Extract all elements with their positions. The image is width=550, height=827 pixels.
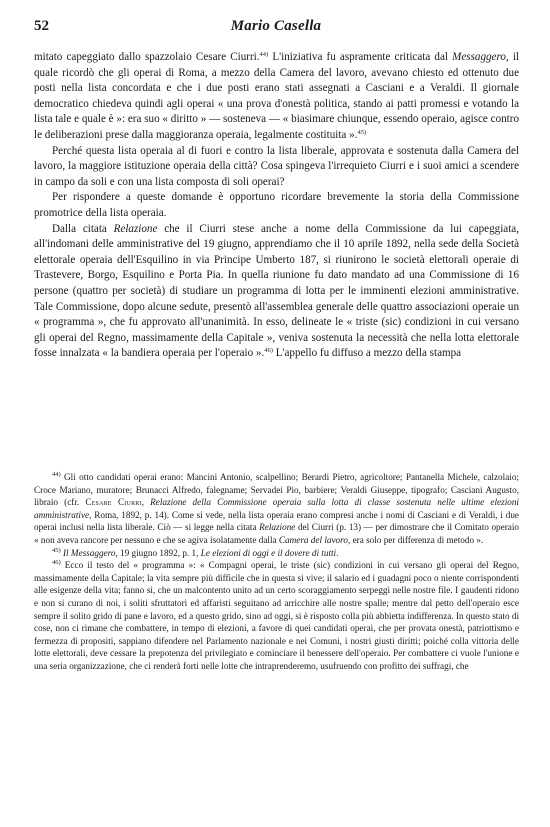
text-run: , bbox=[141, 497, 151, 508]
footnote-ref: 45) bbox=[52, 546, 61, 554]
body-text bbox=[34, 50, 519, 362]
italic-run: Le elezioni di oggi e il dovere di tutti bbox=[200, 547, 337, 558]
footnote-44 bbox=[34, 471, 519, 547]
text-run: mitato capeggiato dallo spazzolaio Cesare Ciurri. bbox=[34, 51, 260, 63]
text-run: , 19 giugno 1892, p. 1, bbox=[115, 547, 201, 558]
paragraph-1 bbox=[34, 50, 519, 144]
text-run: Perché questa lista operaia al di fuori e contro la lista liberale, approvata e sostenuta dalla Camera del lavoro, la maggiore istituzione operaia della città? Cosa spingeva l'irrequieto Ciurri e i suoi amici a scendere in campo da soli e con una lista composta di soli operai? bbox=[34, 144, 519, 188]
smallcaps-run: Cesare Ciurri bbox=[85, 497, 142, 508]
paragraph-4 bbox=[34, 222, 519, 362]
running-head-author: Mario Casella bbox=[230, 18, 322, 34]
footnote-ref: 44) bbox=[52, 471, 61, 478]
text-run: Per rispondere a queste domande è opportuno ricordare brevemente la storia della Commissione promotrice della lista operaia. bbox=[34, 191, 519, 219]
text-run: L'appello fu diffuso a mezzo della stampa bbox=[272, 347, 462, 360]
footnote-ref: 45) bbox=[357, 128, 367, 136]
footnote-45 bbox=[34, 547, 519, 560]
paragraph-2 bbox=[34, 144, 519, 191]
text-run: , il quale ricordò che gli operai di Roma, a mezzo della Camera del lavoro, avevano chiesto ed ottenuto due posti nella lista concordata e che i due posti erano stati assegnati a Casciani e a Veraldi. Il giornale democratico chiedeva quindi agli operai « una prova d'onestà politica, stando ai patti promessi e votando la lista tale e quale è »: era suo « diritto » — sosteneva — « biasimare chiunque, essendo operaio, agisce contro le deliberazioni prese dalla maggioranza operaia, legalmente costituita ». bbox=[34, 51, 519, 141]
italic-run: Relazione bbox=[113, 222, 158, 235]
text-run: che il Ciurri stese anche a nome della Commissione da lui capeggiata, all'indomani delle amministrative del 19 giugno, apprendiamo che il 10 aprile 1892, nella sede della Società elettorale operaia dell'Esquilino in via Principe Umberto 187, si riunirono le società elettorali operaie di Trastevere, Borgo, Esquilino e Porta Pia. In quella riunione fu dato mandato ad una Commissione di 16 persone (quattro per società) di studiare un programma di lotta per le imminenti elezioni amministrative. Tale Commissione, dopo alcune sedute, presentò all'assemblea generale delle quattro associazioni operaie un « programma », che fu approvato all'unanimità. In esso, delineate le « triste (sic) condizioni in cui versano gli operai del Regno, massimamente della Capitale », veniva sostenuta la necessità che nella lotta elettorale fosse innalzata « la bandiera operaia per l'operaio ». bbox=[34, 222, 519, 360]
italic-run: Il Messaggero bbox=[62, 547, 116, 558]
footnote-ref: 44) bbox=[259, 51, 269, 58]
paragraph-3 bbox=[34, 190, 519, 221]
page-header bbox=[34, 18, 518, 38]
italic-run: Messaggero bbox=[452, 51, 506, 63]
text-run: Dalla citata bbox=[52, 222, 114, 235]
footnote-ref: 46) bbox=[52, 559, 61, 567]
text-run: del Ciurri (p. 13) — per dimostrare che il Comitato operaio « non aveva rancore per nessuno e che se agiva isolatamente dalla bbox=[34, 522, 519, 545]
italic-run: Relazione bbox=[259, 522, 296, 533]
text-run: L'iniziativa fu aspramente criticata dal bbox=[268, 51, 453, 63]
italic-run: Relazione della Commissione operaia sulla lotta di classe sostenuta nelle ultime elezioni amministrative bbox=[34, 497, 519, 520]
text-run: Ecco il testo del « programma »: « Compagni operai, le triste (sic) condizioni in cui versano gli operai del Regno, massimamente della Capitale; la vita sempre più difficile che in questa si vive; il salario ed i guadagni poco o niente corrispondenti alle esigenze della vita; fanno sì, che un malcontento unito ad un certo scoraggiamento serpeggi nelle nostre file. I gaudenti ridono e non si curano di noi, i soliti sfruttatori ed affaristi seguitano ad arricchire alle nostre spalle; mentre dal petto dell'operaio esce sempre il solito grido di pane e lavoro, ed a questo grido, sino ad oggi, si è risposto colla più abbietta indifferenza. In questo stato di cose, non ci rimane che combattere, in tempo di elezioni, a favore di quei candidati operai, che per provata onestà, patriottismo e fermezza di propositi, sappiano difendere nel Parlamento nazionale e nei Comuni, i nostri giusti diritti; poiché colla vittoria delle lotte elettorali, deve cessare la prepotenza del privilegiato e cominciare il benessere dell'operaio. Per combattere ci vuole l'unione e una seria organizzazione, che ci renderà forti nelle lotte che intraprenderemo, usufruendo con profitto dei suffragi, che bbox=[34, 560, 519, 671]
page-number: 52 bbox=[34, 18, 49, 34]
text-run: . bbox=[336, 547, 339, 558]
text-run: Gli otto candidati operai erano: Mancini Antonio, scalpellino; Berardi Pietro, agricoltore; Pantanella Michele, calzolaio; Croce Mariano, muratore; Brunacci Alfredo, falegname; Servadei Pio, barbiere; Veraldi Giuseppe, tipografo; Casciani Augusto, libraio (cfr. bbox=[34, 472, 519, 508]
footnote-ref: 46) bbox=[264, 347, 273, 355]
footnotes bbox=[34, 471, 519, 673]
footnote-46 bbox=[34, 559, 519, 672]
text-run: , Roma, 1892, p. 14). Come si vede, nella lista operaia erano compresi anche i nomi di Casciani e di Veraldi, i due operai inclusi nella lista liberale. Ciò — si legge nella citata bbox=[34, 509, 519, 533]
italic-run: Camera del lavoro bbox=[278, 534, 348, 545]
text-run: , era solo per differenza di metodo ». bbox=[347, 534, 484, 545]
